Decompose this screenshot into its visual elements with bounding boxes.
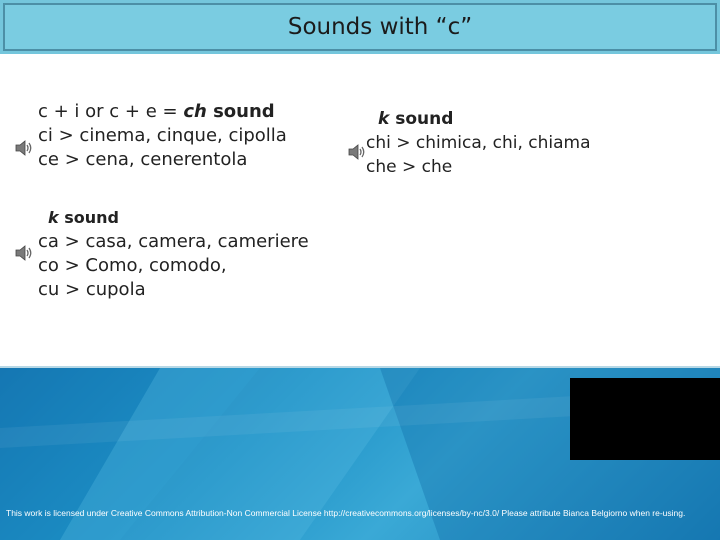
ce-examples: ce > cena, cenerentola: [38, 149, 248, 170]
che-examples: che > che: [366, 157, 453, 177]
ci-examples: ci > cinema, cinque, cipolla: [38, 125, 287, 146]
speaker-icon[interactable]: [347, 142, 367, 162]
slide-title: Sounds with “c”: [287, 14, 473, 40]
co-examples: co > Como, comodo,: [38, 255, 227, 276]
ca-examples: ca > casa, camera, cameriere: [38, 231, 309, 252]
k-sound-heading-left: [38, 206, 309, 230]
sound-label: sound: [58, 208, 119, 227]
ch-sound-block: [38, 100, 287, 172]
speaker-icon[interactable]: [14, 243, 34, 263]
speaker-icon[interactable]: [14, 138, 34, 158]
license-text: This work is licensed under Creative Commons Attribution-Non Commercial License http://creativecommons.org/licenses/by-nc/3.0/ Please attribute Bianca Belgiorno when re-using.: [6, 508, 686, 518]
ch-label: ch: [183, 101, 207, 122]
cu-examples: cu > cupola: [38, 279, 146, 300]
rule-text: c + i or c + e =: [38, 101, 184, 122]
sound-label: sound: [206, 101, 275, 122]
k-sound-block-right: [366, 107, 591, 179]
k-sound-heading-right: [366, 107, 591, 131]
title-frame: [3, 3, 717, 51]
k-label: k: [48, 208, 59, 227]
black-corner-block: [570, 378, 720, 460]
k-sound-block-left: [38, 206, 309, 302]
ch-sound-heading: [38, 100, 287, 124]
k-label: k: [378, 109, 390, 129]
sound-label: sound: [389, 109, 454, 129]
chi-examples: chi > chimica, chi, chiama: [366, 133, 591, 153]
title-bar: [0, 0, 720, 54]
